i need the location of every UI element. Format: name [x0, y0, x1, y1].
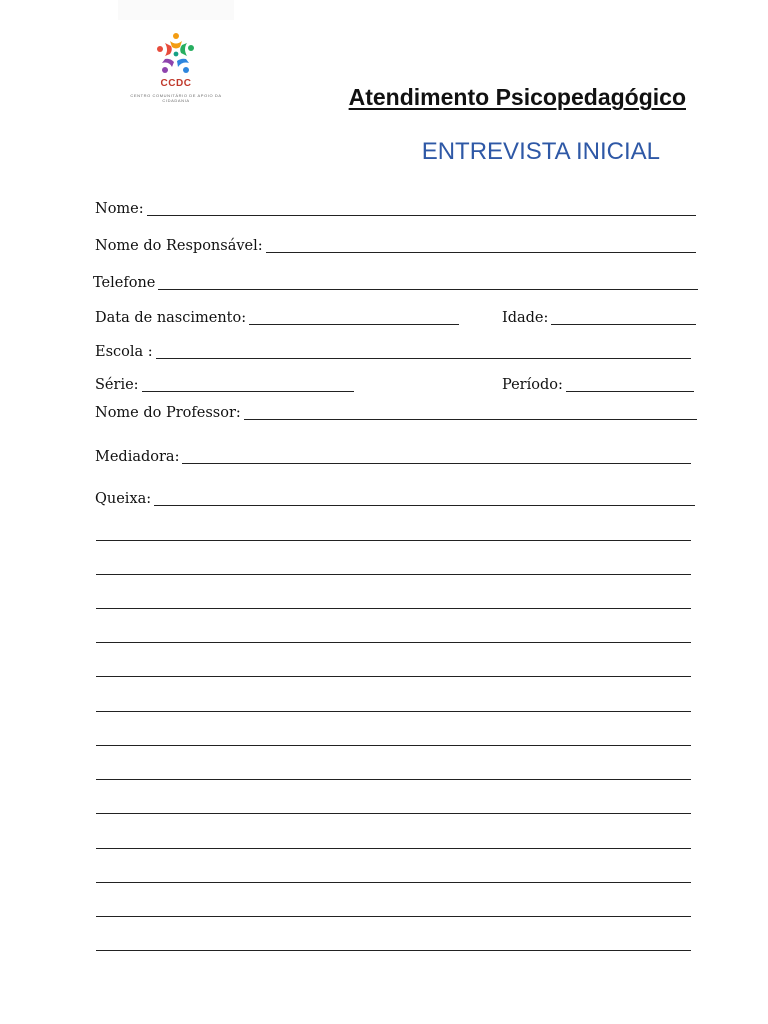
row-queixa — [95, 490, 695, 508]
row-mediadora — [95, 448, 691, 466]
row-professor — [95, 404, 697, 422]
logo-subtitle: CENTRO COMUNITÁRIO DE APOIO DA CIDADANIA — [130, 93, 222, 103]
queixa-line[interactable] — [96, 882, 691, 883]
row-nascimento-idade — [95, 309, 696, 327]
queixa-line[interactable] — [96, 779, 691, 780]
people-circle-logo-icon — [156, 32, 196, 76]
queixa-label: Queixa: — [95, 491, 152, 507]
logo-top-strip — [118, 0, 234, 20]
serie-field[interactable] — [142, 376, 354, 392]
idade-label: Idade: — [502, 310, 549, 326]
queixa-line[interactable] — [96, 676, 691, 677]
queixa-line[interactable] — [96, 574, 691, 575]
serie-group — [95, 376, 354, 394]
page-title: Atendimento Psicopedagógico — [348, 84, 686, 110]
escola-field[interactable] — [156, 343, 691, 359]
row-nome — [95, 200, 696, 218]
queixa-line[interactable] — [96, 950, 691, 951]
row-escola — [95, 343, 691, 361]
queixa-line[interactable] — [96, 745, 691, 746]
idade-field[interactable] — [551, 309, 696, 325]
page-subtitle: ENTREVISTA INICIAL — [421, 138, 660, 165]
nome-field[interactable] — [147, 200, 696, 216]
row-serie-periodo — [95, 376, 694, 394]
queixa-field[interactable] — [154, 490, 695, 506]
nascimento-group — [95, 309, 459, 327]
logo — [118, 0, 234, 112]
queixa-line[interactable] — [96, 711, 691, 712]
telefone-field[interactable] — [158, 274, 698, 290]
nome-label: Nome: — [95, 201, 144, 217]
queixa-line[interactable] — [96, 642, 691, 643]
queixa-line[interactable] — [96, 848, 691, 849]
idade-group — [502, 309, 696, 327]
row-responsavel — [95, 237, 696, 255]
periodo-field[interactable] — [566, 376, 694, 392]
queixa-line[interactable] — [96, 813, 691, 814]
escola-label: Escola : — [95, 344, 153, 360]
periodo-group — [502, 376, 694, 394]
queixa-line[interactable] — [96, 540, 691, 541]
row-telefone — [93, 274, 698, 292]
responsavel-label: Nome do Responsável: — [95, 238, 263, 254]
serie-label: Série: — [95, 377, 139, 393]
logo-acronym: CCDC — [160, 78, 192, 89]
mediadora-field[interactable] — [182, 448, 691, 464]
telefone-label: Telefone — [93, 275, 156, 291]
nascimento-label: Data de nascimento: — [95, 310, 247, 326]
periodo-label: Período: — [502, 377, 563, 393]
nascimento-field[interactable] — [249, 309, 459, 325]
queixa-line[interactable] — [96, 608, 691, 609]
mediadora-label: Mediadora: — [95, 449, 180, 465]
queixa-line[interactable] — [96, 916, 691, 917]
professor-field[interactable] — [244, 404, 697, 420]
responsavel-field[interactable] — [266, 237, 696, 253]
professor-label: Nome do Professor: — [95, 405, 241, 421]
